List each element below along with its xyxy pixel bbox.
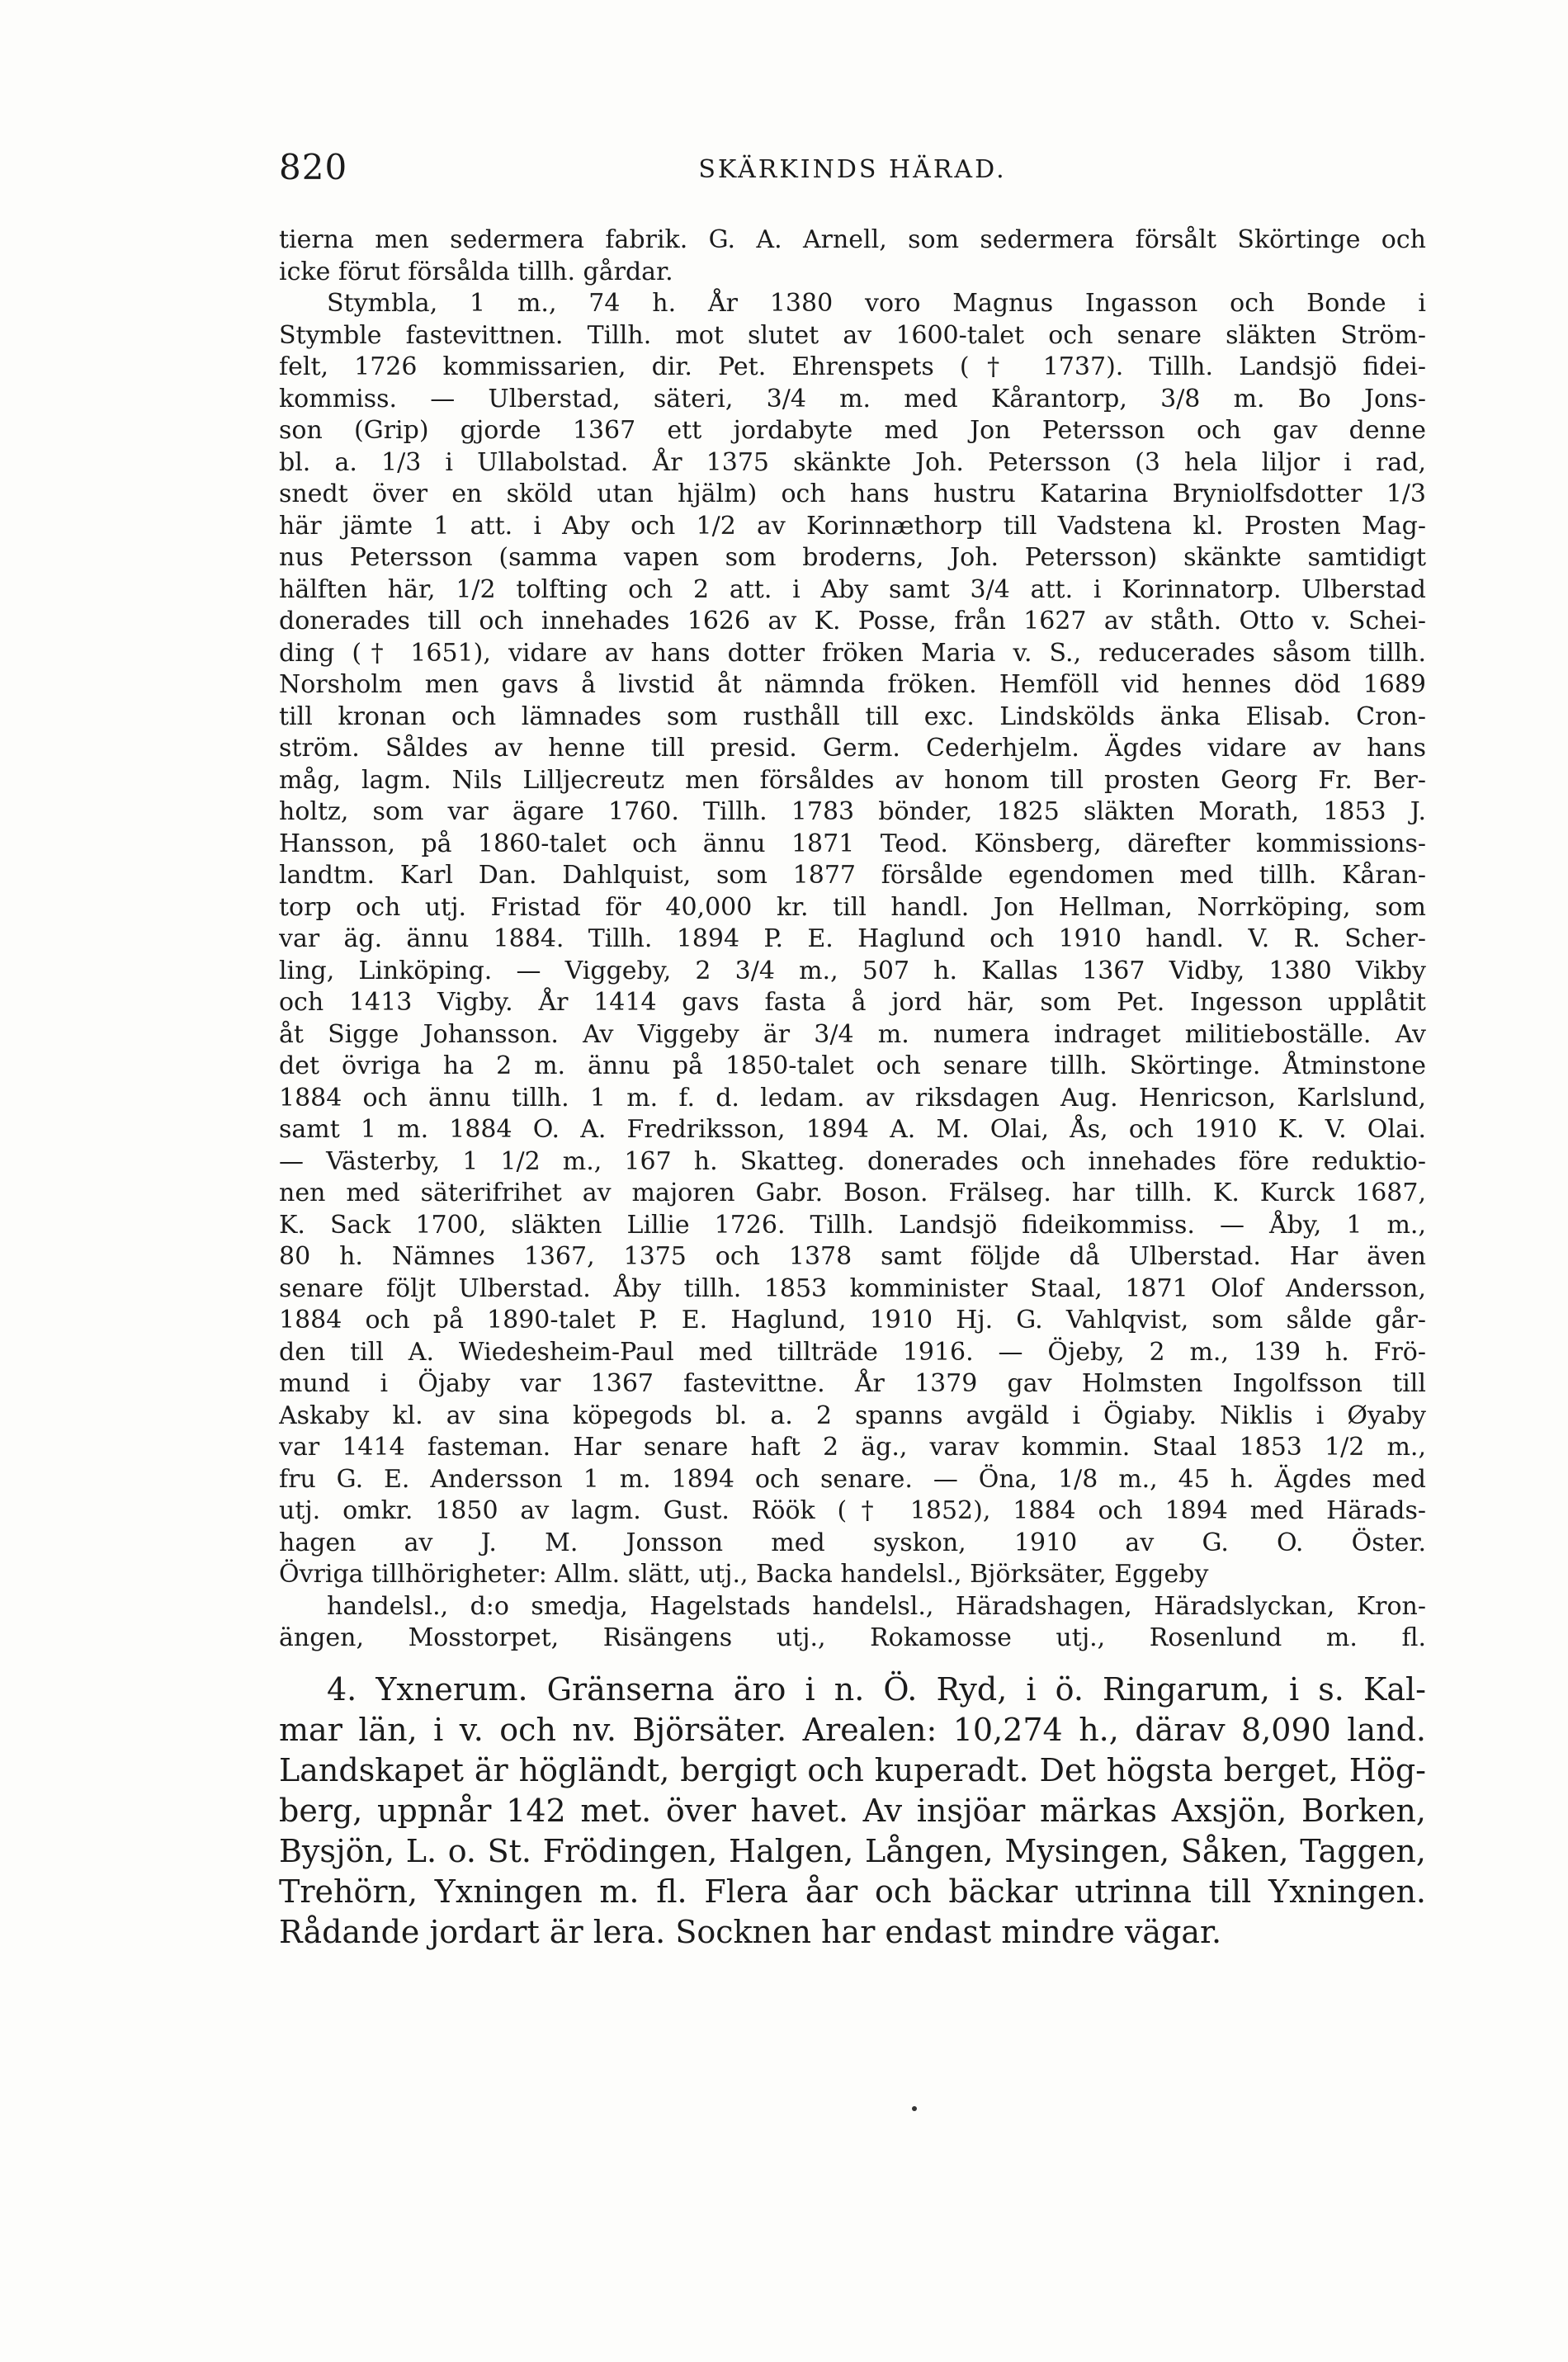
- text-line: 80 h. Nämnes 1367, 1375 och 1378 samt följde då Ulberstad. Har även: [279, 1242, 1426, 1271]
- text-line: Stymble fastevittnen. Tillh. mot slutet av 1600-talet och senare släkten Ström-: [279, 320, 1426, 350]
- text-line: Norsholm men gavs å livstid åt nämnda fröken. Hemföll vid hennes död 1689: [279, 670, 1426, 699]
- text-line: nen med säterifrihet av majoren Gabr. Boson. Frälseg. har tillh. K. Kurck 1687,: [279, 1179, 1426, 1207]
- text-line: Bysjön, L. o. St. Frödingen, Halgen, Lången, Mysingen, Såken, Taggen,: [279, 1832, 1426, 1869]
- text-line: det övriga ha 2 m. ännu på 1850-talet och senare tillh. Skörtinge. Åtminstone: [279, 1051, 1426, 1080]
- text-line: snedt över en sköld utan hjälm) och hans hustru Katarina Bryniolfsdotter 1/3: [279, 479, 1426, 508]
- text-line: 1884 och ännu tillh. 1 m. f. d. ledam. av riksdagen Aug. Henricson, Karlslund,: [279, 1083, 1426, 1113]
- text-line: handelsl., d:o smedja, Hagelstads handelsl., Häradshagen, Häradslyckan, Kron-: [327, 1591, 1426, 1621]
- text-line: ding († 1651), vidare av hans dotter fröken Maria v. S., reducerades såsom tillh.: [279, 638, 1426, 668]
- text-line: donerades till och innehades 1626 av K. Posse, från 1627 av ståth. Otto v. Schei-: [279, 607, 1426, 635]
- text-line: här jämte 1 att. i Aby och 1/2 av Korinnæthorp till Vadstena kl. Prosten Mag-: [279, 511, 1426, 541]
- text-line: son (Grip) gjorde 1367 ett jordabyte med Jon Petersson och gav denne: [279, 416, 1426, 445]
- section-yxnerum: [279, 1670, 1426, 1953]
- text-line: samt 1 m. 1884 O. A. Fredriksson, 1894 A. M. Olai, Ås, och 1910 K. V. Olai.: [279, 1115, 1426, 1144]
- text-line: utj. omkr. 1850 av lagm. Gust. Röök († 1852), 1884 och 1894 med Härads-: [279, 1496, 1426, 1525]
- text-line: kommiss. — Ulberstad, säteri, 3/4 m. med Kårantorp, 3/8 m. Bo Jons-: [279, 384, 1426, 413]
- text-line: Askaby kl. av sina köpegods bl. a. 2 spanns avgäld i Ögiaby. Niklis i Øyaby: [279, 1401, 1426, 1430]
- text-line: ängen, Mosstorpet, Risängens utj., Rokamosse utj., Rosenlund m. fl.: [279, 1623, 1426, 1652]
- text-line: Rådande jordart är lera. Socknen har endast mindre vägar.: [279, 1913, 1222, 1950]
- text-line: och 1413 Vigby. År 1414 gavs fasta å jord här, som Pet. Ingesson upplåtit: [279, 988, 1426, 1017]
- text-line: den till A. Wiedesheim-Paul med tillträde 1916. — Öjeby, 2 m., 139 h. Frö-: [279, 1337, 1426, 1367]
- text-line: ström. Såldes av henne till presid. Germ. Cederhjelm. Ägdes vidare av hans: [279, 734, 1426, 763]
- text-line: var äg. ännu 1884. Tillh. 1894 P. E. Haglund och 1910 handl. V. R. Scher-: [279, 924, 1426, 953]
- text-line: bl. a. 1/3 i Ullabolstad. År 1375 skänkte Joh. Petersson (3 hela liljor i rad,: [279, 447, 1426, 477]
- text-line: Stymbla, 1 m., 74 h. År 1380 voro Magnus Ingasson och Bonde i: [327, 289, 1426, 318]
- text-line: torp och utj. Fristad för 40,000 kr. till handl. Jon Hellman, Norrköping, som: [279, 892, 1426, 922]
- text-line: nus Petersson (samma vapen som broderns, Joh. Petersson) skänkte samtidigt: [279, 543, 1426, 572]
- text-line: 1884 och på 1890-talet P. E. Haglund, 1910 Hj. G. Vahlqvist, som sålde går-: [279, 1306, 1426, 1335]
- body-text: [279, 224, 1426, 1953]
- page-number: 820: [279, 147, 348, 187]
- text-line: senare följt Ulberstad. Åby tillh. 1853 komminister Staal, 1871 Olof Andersson,: [279, 1273, 1426, 1303]
- text-line: hagen av J. M. Jonsson med syskon, 1910 av G. O. Öster.: [279, 1528, 1426, 1557]
- text-line: holtz, som var ägare 1760. Tillh. 1783 bönder, 1825 släkten Morath, 1853 J.: [279, 797, 1426, 826]
- text-line: berg, uppnår 142 met. över havet. Av insjöar märkas Axsjön, Borken,: [279, 1792, 1426, 1829]
- text-line: 4. Yxnerum. Gränserna äro i n. Ö. Ryd, i ö. Ringarum, i s. Kal-: [327, 1670, 1426, 1708]
- text-line: mund i Öjaby var 1367 fastevittne. År 1379 gav Holmsten Ingolfsson till: [279, 1369, 1426, 1398]
- text-line: till kronan och lämnades som rusthåll till exc. Lindskölds änka Elisab. Cron-: [279, 702, 1426, 731]
- text-line: måg, lagm. Nils Lilljecreutz men försåldes av honom till prosten Georg Fr. Ber-: [279, 765, 1426, 795]
- running-head: SKÄRKINDS HÄRAD.: [698, 155, 1007, 184]
- ink-dot: [912, 2106, 917, 2111]
- text-line: tierna men sedermera fabrik. G. A. Arnell, som sedermera försålt Skörtinge och: [279, 225, 1426, 254]
- text-line: Hansson, på 1860-talet och ännu 1871 Teod. Könsberg, därefter kommissions-: [279, 829, 1426, 858]
- text-line: Övriga tillhörigheter: Allm. slätt, utj., Backa handelsl., Björksäter, Eggeby: [279, 1560, 1209, 1589]
- page-header: [279, 147, 1426, 196]
- text-line: mar län, i v. och nv. Björsäter. Arealen: 10,274 h., därav 8,090 land.: [279, 1711, 1426, 1748]
- text-line: hälften här, 1/2 tolfting och 2 att. i Aby samt 3/4 att. i Korinnatorp. Ulberstad: [279, 574, 1426, 604]
- text-line: åt Sigge Johansson. Av Viggeby är 3/4 m. numera indraget militieboställe. Av: [279, 1019, 1426, 1049]
- text-line: var 1414 fasteman. Har senare haft 2 äg., varav kommin. Staal 1853 1/2 m.,: [279, 1433, 1426, 1462]
- text-line: K. Sack 1700, släkten Lillie 1726. Tillh. Landsjö fideikommiss. — Åby, 1 m.,: [279, 1210, 1426, 1240]
- text-line: landtm. Karl Dan. Dahlquist, som 1877 försålde egendomen med tillh. Kåran-: [279, 861, 1426, 890]
- text-line: fru G. E. Andersson 1 m. 1894 och senare. — Öna, 1/8 m., 45 h. Ägdes med: [279, 1464, 1426, 1494]
- text-line: felt, 1726 kommissarien, dir. Pet. Ehrenspets († 1737). Tillh. Landsjö fidei-: [279, 352, 1426, 381]
- text-line: — Västerby, 1 1/2 m., 167 h. Skatteg. donerades och innehades före reduktio-: [279, 1146, 1426, 1176]
- text-line: icke förut försålda tillh. gårdar.: [279, 257, 673, 286]
- text-line: Trehörn, Yxningen m. fl. Flera åar och bäckar utrinna till Yxningen.: [279, 1873, 1426, 1910]
- paragraph-block: [279, 224, 1426, 1655]
- text-line: Landskapet är högländt, bergigt och kuperadt. Det högsta berget, Hög-: [279, 1751, 1426, 1788]
- text-line: ling, Linköping. — Viggeby, 2 3/4 m., 507 h. Kallas 1367 Vidby, 1380 Vikby: [279, 956, 1426, 985]
